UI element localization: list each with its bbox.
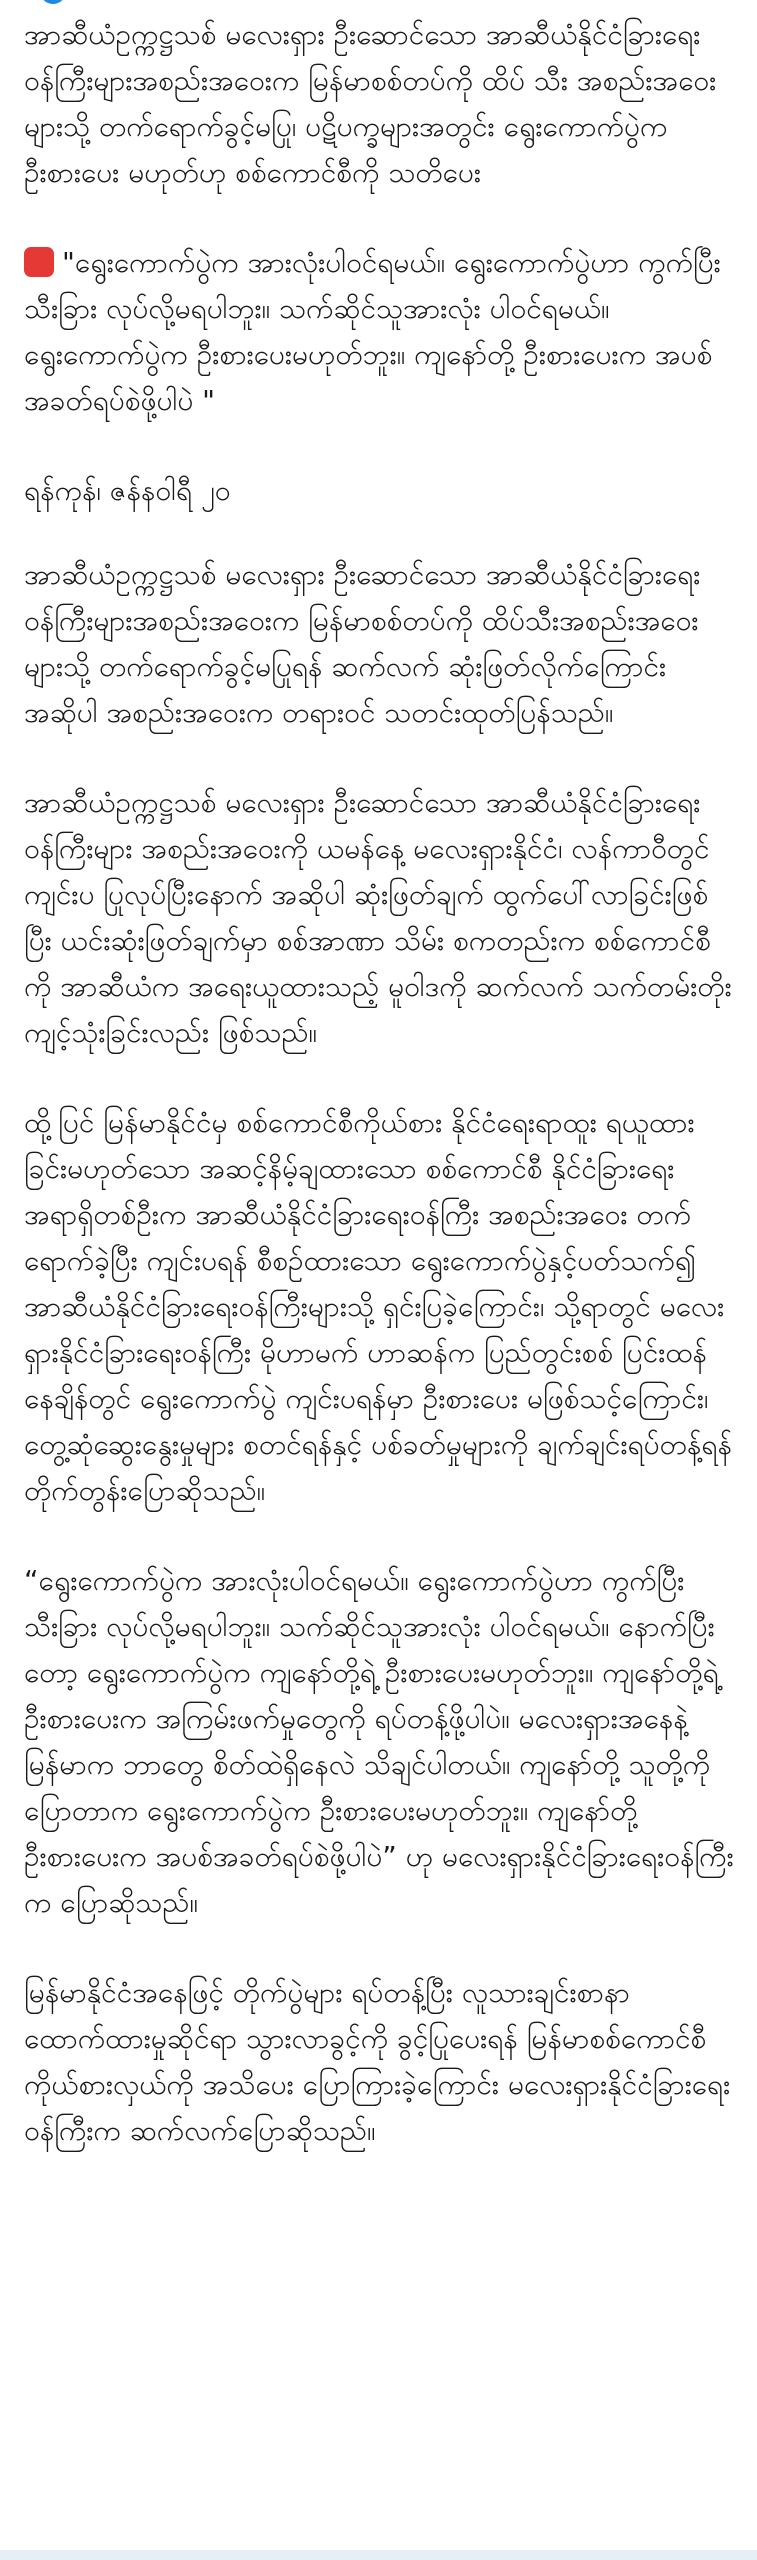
top-blue-icon-fragment bbox=[40, 0, 66, 4]
highlight-quote: "ရွေးကောက်ပွဲက အားလုံးပါဝင်ရမယ်။ ရွေးကောက်ပွဲဟာ ကွက်ပြီး သီးခြား လုပ်လို့မရပါဘူး။ သက်ဆိုင်သူအားလုံး ပါဝင်ရမယ်။ ရွေးကောက်ပွဲက ဦးစားပေးမဟုတ်ဘူး။ ကျနော်တို့ ဦးစားပေးက အပစ်အခတ်ရပ်စဲဖို့ပါပဲ " bbox=[24, 246, 721, 417]
article-paragraph: အာဆီယံဥက္ကဋ္ဌသစ် မလေးရှား ဦးဆောင်သော အာဆီယံနိုင်ငံခြားရေးဝန်ကြီးများ အစည်းအဝေးကို ယမန်နေ့ မလေးရှားနိုင်ငံ၊ လန်ကာဝီတွင် ကျင်းပ ပြုလုပ်ပြီးနောက် အဆိုပါ ဆုံးဖြတ်ချက် ထွက်ပေါ်လာခြင်းဖြစ်ပြီး ယင်းဆုံးဖြတ်ချက်မှာ စစ်အာဏာ သိမ်း စကတည်းက စစ်ကောင်စီကို အာဆီယံက အရေးယူထားသည့် မူဝါဒကို ဆက်လက် သက်တမ်းတိုး ကျင့်သုံးခြင်းလည်း ဖြစ်သည်။ bbox=[24, 786, 732, 1049]
article-body bbox=[24, 12, 735, 2198]
article-paragraph: အာဆီယံဥက္ကဋ္ဌသစ် မလေးရှား ဦးဆောင်သော အာဆီယံနိုင်ငံခြားရေး ဝန်ကြီးများအစည်းအဝေးက မြန်မာစစ်တပ်ကို ထိပ်သီးအစည်းအဝေးများသို့ တက်ရောက်ခွင့်မပြုရန် ဆက်လက် ဆုံးဖြတ်လိုက်ကြောင်း အဆိုပါ အစည်းအဝေးက တရားဝင် သတင်းထုတ်ပြန်သည်။ bbox=[24, 558, 701, 729]
article-paragraph: “ရွေးကောက်ပွဲက အားလုံးပါဝင်ရမယ်။ ရွေးကောက်ပွဲဟာ ကွက်ပြီး သီးခြား လုပ်လို့မရပါဘူး။ သက်ဆိုင်သူအားလုံး ပါဝင်ရမယ်။ နောက်ပြီးတော့ ရွေးကောက်ပွဲက ကျနော်တို့ရဲ့ ဦးစားပေးမဟုတ်ဘူး။ ကျနော်တို့ရဲ့ ဦးစားပေးက အကြမ်းဖက်မှုတွေကို ရပ်တန့်ဖို့ပါပဲ။ မလေးရှားအနေနဲ့ မြန်မာက ဘာတွေ စိတ်ထဲရှိနေလဲ သိချင်ပါတယ်။ ကျနော်တို့ သူတို့ကို ပြောတာက ရွေးကောက်ပွဲက ဦးစားပေးမဟုတ်ဘူး။ ကျနော်တို့ ဦးစားပေးက အပစ်အခတ်ရပ်စဲဖို့ပါပဲ” ဟု မလေးရှားနိုင်ငံခြားရေးဝန်ကြီးက ပြောဆိုသည်။ bbox=[24, 1564, 734, 1919]
article-intro: အာဆီယံဥက္ကဋ္ဌသစ် မလေးရှား ဦးဆောင်သော အာဆီယံနိုင်ငံခြားရေး ဝန်ကြီးများအစည်းအဝေးက မြန်မာစစ်တပ်ကို ထိပ် သီး အစည်းအဝေးများသို့ တက်ရောက်ခွင့်မပြု၊ ပဋိပက္ခများအတွင်း ရွေးကောက်ပွဲက ဦးစားပေး မဟုတ်ဟု စစ်ကောင်စီကို သတိပေး bbox=[24, 18, 717, 189]
highlight-quote-block bbox=[24, 240, 735, 424]
red-square-icon bbox=[24, 247, 54, 277]
article-paragraph: ထို့ပြင် မြန်မာနိုင်ငံမှ စစ်ကောင်စီကိုယ်စား နိုင်ငံရေးရာထူး ရယူထားခြင်းမဟုတ်သော အဆင့်နိမ့်ချထားသော စစ်ကောင်စီ နိုင်ငံခြားရေး အရာရှိတစ်ဦးက အာဆီယံနိုင်ငံခြားရေးဝန်ကြီး အစည်းအဝေး တက်ရောက်ခဲ့ပြီး ကျင်းပရန် စီစဉ်ထားသော ရွေးကောက်ပွဲနှင့်ပတ်သက်၍ အာဆီယံနိုင်ငံခြားရေးဝန်ကြီးများသို့ ရှင်းပြခဲ့ကြောင်း၊ သို့ရာတွင် မလေးရှားနိုင်ငံခြားရေးဝန်ကြီး မိုဟာမက် ဟာဆန်က ပြည်တွင်းစစ် ပြင်းထန်နေချိန်တွင် ရွေးကောက်ပွဲ ကျင်းပရန်မှာ ဦးစားပေး မဖြစ်သင့်ကြောင်း၊ တွေ့ဆုံဆွေးနွေးမှုများ စတင်ရန်နှင့် ပစ်ခတ်မှုများကို ချက်ချင်းရပ်တန့်ရန် တိုက်တွန်းပြောဆိုသည်။ bbox=[24, 1106, 732, 1507]
article-paragraph: မြန်မာနိုင်ငံအနေဖြင့် တိုက်ပွဲများ ရပ်တန့်ပြီး လူသားချင်းစာနာထောက်ထားမှုဆိုင်ရာ သွားလာခွင့်ကို ခွင့်ပြုပေးရန် မြန်မာစစ်ကောင်စီ ကိုယ်စားလှယ်ကို အသိပေး ပြောကြားခဲ့ကြောင်း မလေးရှားနိုင်ငံခြားရေးဝန်ကြီးက ဆက်လက်ပြောဆိုသည်။ bbox=[24, 1976, 731, 2147]
bottom-bar bbox=[0, 2550, 757, 2560]
dateline: ရန်ကုန်၊ ဇန်နဝါရီ ၂၀ bbox=[24, 474, 231, 507]
